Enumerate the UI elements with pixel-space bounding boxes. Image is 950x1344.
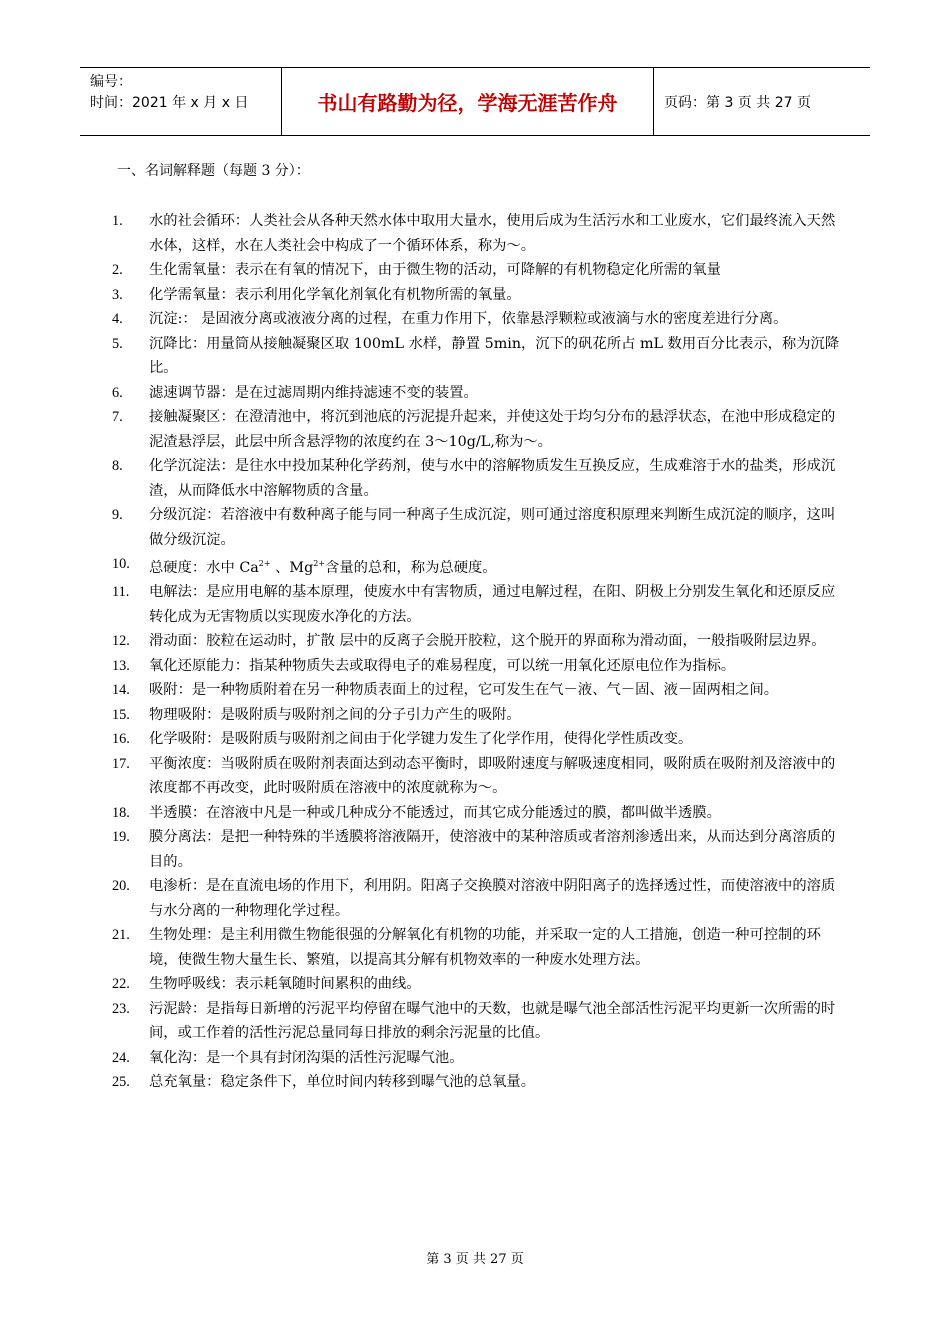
item-number: 9. — [112, 507, 123, 523]
item-number: 24. — [112, 1049, 130, 1066]
list-item — [112, 825, 842, 874]
item-text-part: 总硬度：水中 Ca — [149, 559, 259, 576]
item-text: 化学需氧量：表示利用化学氧化剂氧化有机物所需的氧量。 — [149, 286, 521, 303]
item-text: 电渗析：是在直流电场的作用下，利用阴。阳离子交换膜对溶液中阴阳离子的选择透过性，而使溶液中的溶质与水分离的一种物理化学过程。 — [149, 878, 836, 919]
superscript: 2+ — [313, 559, 326, 568]
item-number: 15. — [112, 706, 130, 723]
item-text: 生物呼吸线：表示耗氧随时间累积的曲线。 — [149, 976, 421, 993]
item-number: 16. — [112, 731, 130, 748]
item-text: 膜分离法：是把一种特殊的半透膜将溶液隔开，使溶液中的某种溶质或者溶剂渗透出来，从而达到分离溶质的目的。 — [149, 829, 836, 870]
item-text: 平衡浓度：当吸附质在吸附剂表面达到动态平衡时，即吸附速度与解吸速度相同，吸附质在吸附剂及溶液中的浓度都不再改变，此时吸附质在溶液中的浓度就称为～。 — [149, 755, 836, 797]
list-item — [112, 552, 842, 580]
item-number: 19. — [112, 829, 130, 846]
item-text: 氧化沟：是一个具有封闭沟渠的活性污泥曝气池。 — [149, 1049, 464, 1066]
item-text: 污泥龄：是指每日新增的污泥平均停留在曝气池中的天数，也就是曝气池全部活性污泥平均更新一次所需的时间，或工作着的活性污泥总量同每日排放的剩余污泥量的比值。 — [149, 1000, 836, 1042]
item-number: 3. — [112, 286, 123, 303]
item-number: 23. — [112, 1000, 130, 1017]
item-number: 18. — [112, 804, 130, 821]
item-text: 化学沉淀法：是往水中投加某种化学药剂，使与水中的溶解物质发生互换反应，生成难溶于水的盐类，形成沉渣，从而降低水中溶解物质的含量。 — [149, 458, 836, 499]
list-item — [112, 209, 842, 258]
page-footer: 第 3 页 共 27 页 — [426, 1252, 524, 1267]
list-item — [112, 332, 842, 381]
item-number: 8. — [112, 458, 123, 474]
item-text: 沉降比：用量筒从接触凝聚区取 100mL 水样，静置 5min，沉下的矾花所占 mL 数用百分比表示，称为沉降比。 — [149, 335, 840, 376]
item-number: 25. — [112, 1074, 130, 1091]
header-left-cell — [80, 68, 282, 135]
list-item — [112, 405, 842, 454]
item-number: 14. — [112, 682, 130, 699]
list-item — [112, 629, 842, 654]
item-number: 21. — [112, 927, 130, 944]
item-text — [149, 552, 842, 580]
superscript: 2+ — [258, 559, 271, 568]
item-text: 吸附：是一种物质附着在另一种物质表面上的过程，它可发生在气－液、气－固、液－固两相之间。 — [149, 682, 779, 699]
item-text: 半透膜：在溶液中凡是一种或几种成分不能透过，而其它成分能透过的膜，都叫做半透膜。 — [149, 804, 721, 821]
item-text: 氧化还原能力：指某种物质失去或取得电子的难易程度，可以统一用氧化还原电位作为指标。 — [149, 657, 736, 674]
document-header — [80, 67, 870, 136]
item-text: 物理吸附：是吸附质与吸附剂之间的分子引力产生的吸附。 — [149, 706, 521, 723]
list-item — [112, 972, 842, 997]
list-item — [112, 678, 842, 703]
list-item — [112, 752, 842, 801]
list-item — [112, 997, 842, 1046]
item-text: 生物处理：是主利用微生物能很强的分解氧化有机物的功能，并采取一定的人工措施，创造一种可控制的环境，使微生物大量生长、繁殖，以提高其分解有机物效率的一种废水处理方法。 — [149, 927, 821, 968]
list-item — [112, 580, 842, 629]
list-item — [112, 454, 842, 503]
item-text: 滤速调节器：是在过滤周期内维持滤速不变的装置。 — [149, 384, 478, 401]
list-item — [112, 1070, 842, 1095]
list-item — [112, 381, 842, 406]
item-number: 10. — [112, 556, 130, 572]
list-item — [112, 283, 842, 308]
item-number: 6. — [112, 384, 123, 401]
item-number: 17. — [112, 755, 130, 772]
list-item — [112, 1046, 842, 1071]
item-text-part: 、Mg — [270, 559, 314, 576]
item-text: 分级沉淀：若溶液中有数种离子能与同一种离子生成沉淀，则可通过溶度积原理来判断生成沉淀的顺序，这叫做分级沉淀。 — [149, 507, 836, 548]
list-item — [112, 703, 842, 728]
item-text-part: 含量的总和，称为总硬度。 — [325, 559, 497, 576]
item-number: 13. — [112, 657, 130, 674]
document-date: 时间：2021 年 x 月 x 日 — [90, 95, 249, 111]
list-item — [112, 654, 842, 679]
list-item — [112, 923, 842, 972]
item-text: 化学吸附：是吸附质与吸附剂之间由于化学键力发生了化学作用，使得化学性质改变。 — [149, 731, 693, 748]
list-item — [112, 503, 842, 552]
item-number: 7. — [112, 409, 123, 425]
header-motto: 书山有路勤为径，学海无涯苦作舟 — [282, 68, 654, 135]
item-number: 2. — [112, 262, 123, 278]
item-number: 22. — [112, 976, 130, 993]
header-page-info: 页码：第 3 页 共 27 页 — [664, 94, 811, 111]
item-text: 接触凝聚区：在澄清池中，将沉到池底的污泥提升起来，并使这处于均匀分布的悬浮状态，在池中形成稳定的泥渣悬浮层，此层中所含悬浮物的浓度约在 3～10g/L,称为～。 — [149, 409, 836, 450]
section-title: 一、名词解释题（每题 3 分）： — [117, 163, 310, 179]
document-number-label: 编号： — [90, 74, 132, 90]
item-text: 电解法：是应用电解的基本原理，使废水中有害物质，通过电解过程，在阳、阴极上分别发生氧化和还原反应转化成为无害物质以实现废水净化的方法。 — [149, 584, 836, 625]
item-text: 总充氧量：稳定条件下，单位时间内转移到曝气池的总氧量。 — [149, 1074, 536, 1091]
item-number: 11. — [112, 584, 130, 601]
list-item — [112, 727, 842, 752]
item-text: 沉淀:： 是固液分离或液液分离的过程，在重力作用下，依靠悬浮颗粒或液滴与水的密度差进行分离。 — [149, 311, 788, 327]
item-number: 5. — [112, 335, 123, 352]
list-item — [112, 874, 842, 923]
term-list — [112, 209, 842, 1095]
item-text: 水的社会循环：人类社会从各种天然水体中取用大量水，使用后成为生活污水和工业废水，它们最终流入天然水体，这样，水在人类社会中构成了一个循环体系，称为～。 — [149, 213, 836, 254]
item-text: 滑动面：胶粒在运动时，扩散 层中的反离子会脱开胶粒，这个脱开的界面称为滑动面，一般指吸附层边界。 — [149, 633, 826, 650]
item-number: 1. — [112, 213, 123, 229]
item-number: 12. — [112, 633, 130, 650]
list-item — [112, 307, 842, 332]
item-number: 4. — [112, 311, 123, 327]
list-item — [112, 258, 842, 283]
item-number: 20. — [112, 878, 130, 895]
list-item — [112, 801, 842, 826]
item-text: 生化需氧量：表示在有氧的情况下，由于微生物的活动，可降解的有机物稳定化所需的氧量 — [149, 262, 721, 278]
